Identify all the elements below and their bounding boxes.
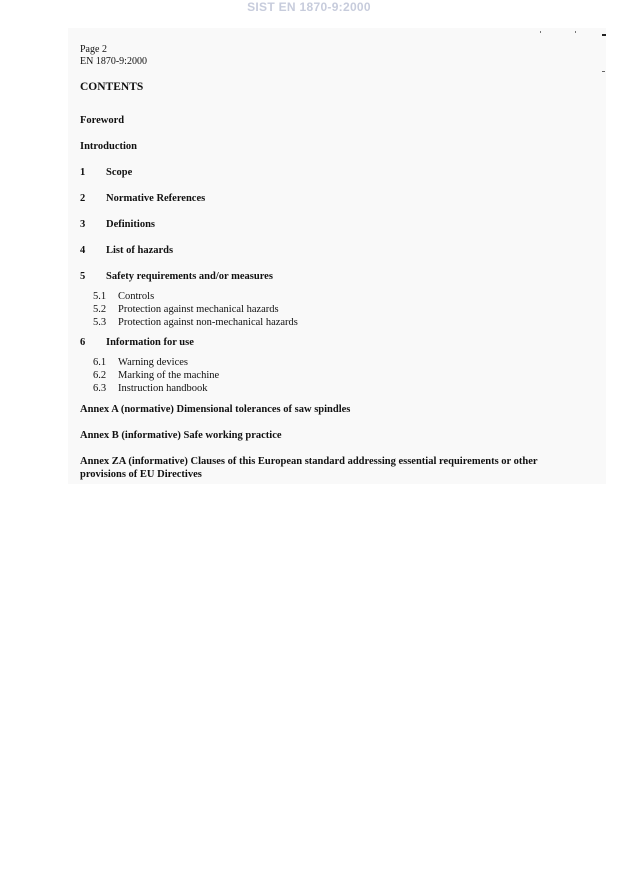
toc-num: 6.2: [93, 370, 107, 381]
toc-label: List of hazards: [106, 245, 174, 256]
toc-label: Information for use: [106, 337, 194, 348]
toc-subsection-6-2: [93, 369, 219, 382]
toc-num: 5.1: [93, 291, 107, 302]
page-number: Page 2: [80, 44, 107, 55]
scan-mark: [602, 71, 605, 72]
toc-num: 3: [80, 219, 86, 230]
toc-section-2: [80, 192, 205, 205]
toc-section-3: [80, 218, 155, 231]
toc-num: 6.3: [93, 383, 107, 394]
toc-label: Normative References: [106, 193, 206, 204]
toc-label: Instruction handbook: [118, 383, 208, 394]
toc-subsection-6-3: [93, 382, 208, 395]
toc-subsection-5-1: [93, 290, 154, 303]
toc-num: 5.2: [93, 304, 107, 315]
toc-num: 4: [80, 245, 86, 256]
toc-num: 5.3: [93, 317, 107, 328]
toc-subsection-5-2: [93, 303, 279, 316]
toc-introduction: Introduction: [80, 141, 137, 152]
toc-label: Protection against non-mechanical hazards: [118, 317, 298, 328]
toc-num: 2: [80, 193, 86, 204]
toc-annex-za: Annex ZA (informative) Clauses of this European standard addressing essential requirements or other provisions of EU Directives: [80, 456, 538, 480]
document-content: [80, 44, 600, 480]
toc-subsection-6-1: [93, 356, 188, 369]
toc-label: Scope: [106, 167, 133, 178]
toc-annex-a: Annex A (normative) Dimensional tolerances of saw spindles: [80, 404, 351, 415]
toc-foreword: Foreword: [80, 115, 125, 126]
toc-num: 1: [80, 167, 86, 178]
toc-label: Protection against mechanical hazards: [118, 304, 279, 315]
toc-label: Controls: [118, 291, 155, 302]
toc-section-6: [80, 336, 194, 349]
toc-section-4: [80, 244, 173, 257]
toc-label: Warning devices: [118, 357, 189, 368]
contents-title: CONTENTS: [80, 81, 144, 93]
toc-label: Definitions: [106, 219, 156, 230]
toc-num: 6: [80, 337, 86, 348]
scan-mark: [540, 31, 541, 33]
scan-mark: [575, 31, 576, 33]
toc-label: Marking of the machine: [118, 370, 220, 381]
watermark: SIST EN 1870-9:2000: [247, 0, 371, 14]
toc-num: 5: [80, 271, 86, 282]
toc-section-1: [80, 166, 132, 179]
toc-label: Safety requirements and/or measures: [106, 271, 273, 282]
toc-subsection-5-3: [93, 316, 298, 329]
standard-number: EN 1870-9:2000: [80, 56, 147, 67]
toc-annex-b: Annex B (informative) Safe working practice: [80, 430, 282, 441]
scan-mark: [602, 34, 606, 36]
toc-num: 6.1: [93, 357, 107, 368]
toc-section-5: [80, 270, 273, 283]
